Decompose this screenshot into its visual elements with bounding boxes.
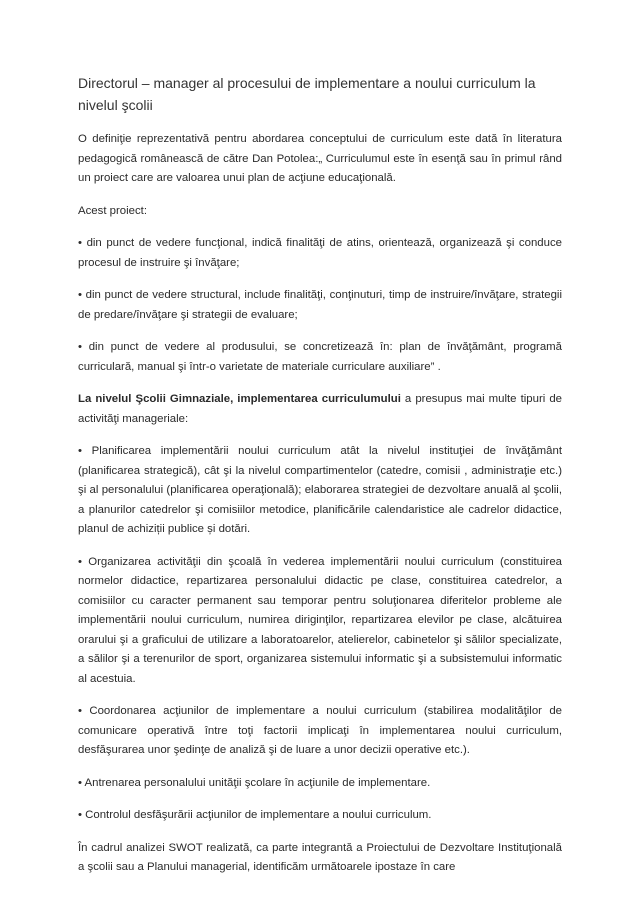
managerial-point-training: • Antrenarea personalului unităţii şcolare în acţiunile de implementare. (78, 776, 431, 789)
managerial-point-coordinating: • Coordonarea acţiunilor de implementare a noului curriculum (stabilirea modalităţilor de comunicare operativă între toţi factorii implicaţi în implementarea noului curriculum, desfăşurarea unor şedinţe de analiză şi de luare a unor decizii operative etc.). (78, 705, 562, 756)
project-label: Acest proiect: (78, 204, 148, 217)
swot-paragraph: În cadrul analizei SWOT realizată, ca parte integrantă a Proiectului de Dezvoltare Instituţională a şcolii sau a Planului managerial, identificăm următoarele ipostaze în care (78, 841, 562, 873)
project-point-product: • din punct de vedere al produsului, se concretizează în: plan de învăţământ, programă curriculară, manual şi într-o varietate de materiale curriculare auxiliare” . (78, 341, 562, 373)
managerial-point-planning: • Planificarea implementării noului curriculum atât la nivelul instituţiei de învăţământ (planificarea strategică), cât şi la nivelul compartimentelor (catedre, comisii , administraţie etc.) şi al personalului (planificarea operaţională); elaborarea strategiei de dezvoltare anuală al şcolii, a planurilor catedrelor şi comisiilor metodice, planificările calendaristice ale cadrelor didactice, planul de achiziții publice și dotări. (78, 445, 562, 535)
document-heading: Directorul – manager al procesului de implementare a noului curriculum la nivelul şcolii (78, 75, 536, 113)
project-point-functional: • din punct de vedere funcţional, indică finalităţi de atins, orientează, organizează şi conduce procesul de instruire şi învăţare; (78, 237, 562, 269)
school-rest-text: a presupus mai multe tipuri de activităţi manageriale: (78, 393, 562, 425)
intro-paragraph: O definiţie reprezentativă pentru abordarea conceptului de curriculum este dată în literatura pedagogică românească de către Dan Potolea:„ Curriculumul este în esenţă sau în primul rând un proiect care are valoarea unui plan de acţiune educaţională. (78, 133, 562, 184)
document-page (78, 72, 562, 891)
school-paragraph (78, 390, 562, 429)
managerial-point-control: • Controlul desfăşurării acţiunilor de implementare a noului curriculum. (78, 809, 432, 821)
school-bold-text: La nivelul Şcolii Gimnaziale, implementarea curriculumului (78, 393, 401, 405)
project-point-structural: • din punct de vedere structural, include finalităţi, conţinuturi, timp de instruire/învăţare, strategii de predare/învăţare şi strategii de evaluare; (78, 289, 562, 321)
managerial-point-organizing: • Organizarea activităţii din şcoală în vederea implementării noului curriculum (constituirea normelor didactice, repartizarea personalului didactic pe clase, constituirea catedrelor, a comisiilor cu caracter permanent sau temporar pentru soluţionarea diferitelor probleme ale implementării noului curriculum, numirea diriginţilor, repartizarea elevilor pe clase, alcătuirea orarului şi a graficului de utilizare a laboratoarelor, atelierelor, cabinetelor şi sălilor specializate, a sălilor şi a terenurilor de sport, organizarea sistemului informatic şi a subsistemului informatic al acestuia. (78, 555, 562, 685)
